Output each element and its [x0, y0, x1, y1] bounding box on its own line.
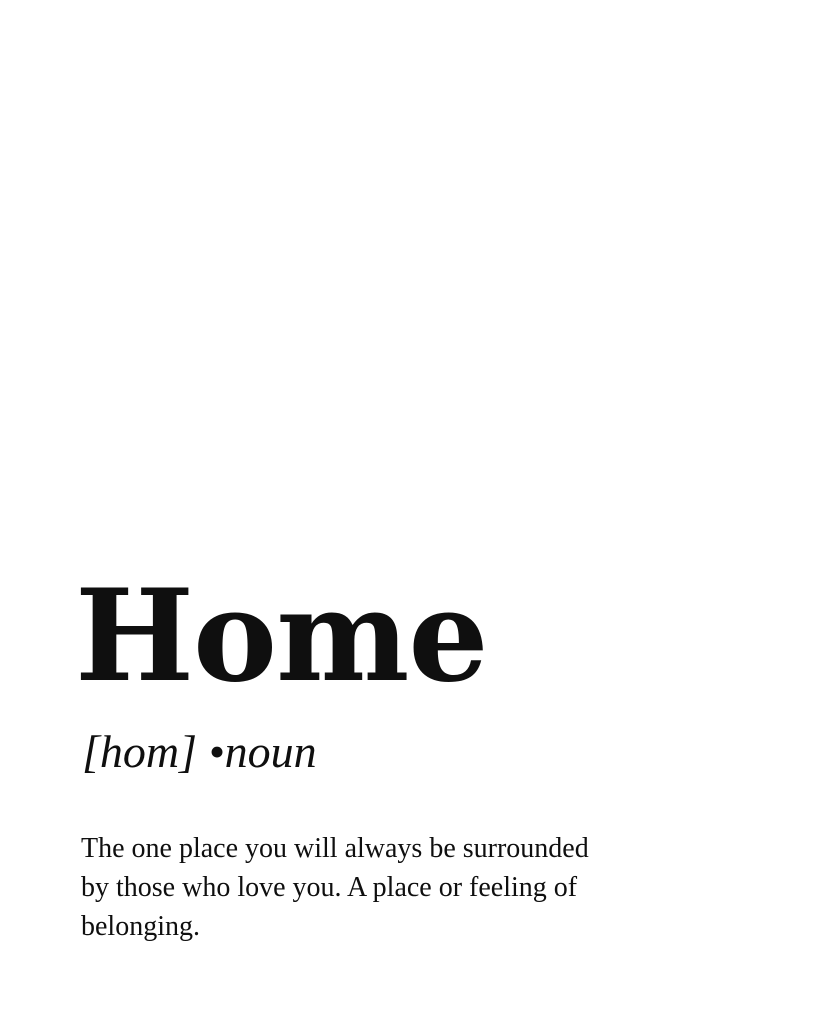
definition-text — [81, 829, 589, 946]
definition-line: The one place you will always be surrounded — [81, 833, 589, 864]
definition-line: belonging. — [81, 911, 200, 942]
definition-line: by those who love you. A place or feeling of — [81, 872, 578, 903]
word-title: Home — [75, 562, 488, 710]
pronunciation-line: [hom] •noun — [82, 726, 317, 777]
